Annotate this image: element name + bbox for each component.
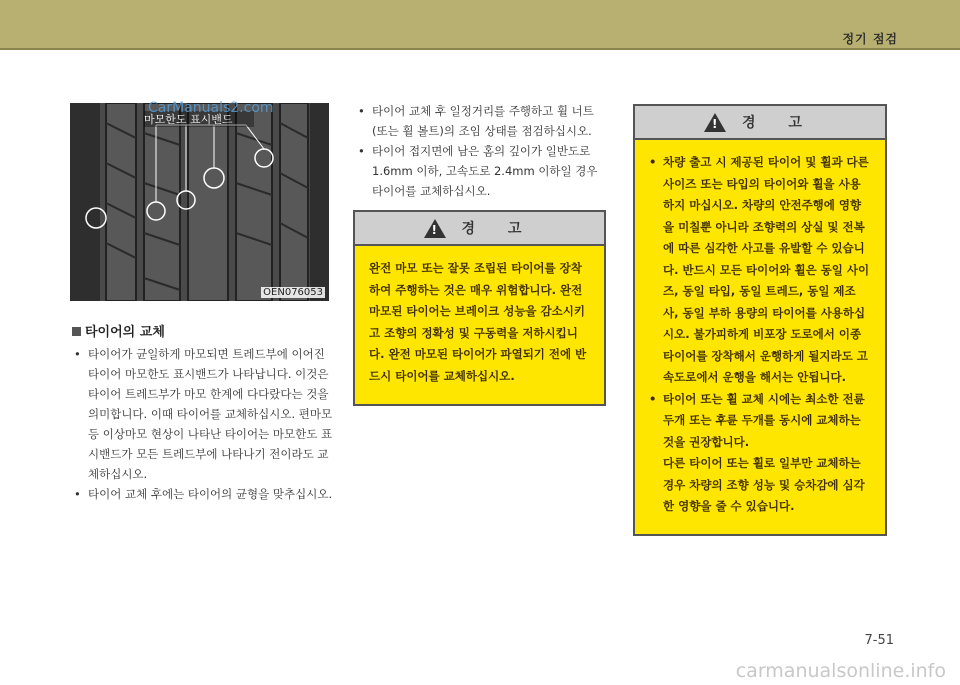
section-title: 정기 점검 — [842, 32, 898, 46]
warning-title: 경 고 — [461, 221, 536, 237]
warning-text: 완전 마모 또는 잘못 조립된 타이어를 장착하여 주행하는 것은 매우 위험합니다. 완전 마모된 타이어는 브레이크 성능을 감소시키고 조향의 정확성 및 구동력을 저하시킵니다. 완전 마모된 타이어가 파열되기 전에 반드시 타이어를 교체하십시오. — [369, 261, 587, 383]
warning-extra-text: 다른 타이어 또는 휠로 일부만 교체하는 경우 차량의 조향 성능 및 승차감에 심각한 영향을 줄 수 있습니다. — [663, 456, 865, 513]
header-divider — [0, 48, 960, 50]
wear-indicator-caption: 마모한도 표시밴드 — [144, 111, 254, 127]
image-code: OEN076053 — [263, 287, 323, 298]
warning-header — [355, 212, 604, 246]
section-heading — [72, 321, 165, 340]
warning-title: 경 고 — [742, 115, 816, 131]
heading-text: 타이어의 교체 — [85, 325, 165, 340]
warning-header — [635, 106, 885, 140]
warning-body — [635, 140, 885, 530]
list-item: • 차량 출고 시 제공된 타이어 및 휠과 다른 사이즈 또는 타입의 타이어와 휠을 사용하지 마십시오. 차량의 안전주행에 영향을 미칠뿐 아니라 조향력의 상실 및 전복에 따른 심각한 사고를 유발할 수 있습니다. 반드시 모든 타이어와 휠은 동일 사이즈, 동일 타입, 동일 트레드, 동일 제조사, 동일 부하 용량의 타이어를 사용하십시오. 불가피하게 비포장 도로에서 이종 타이어를 장착해서 운행하게 될지라도 고속도로에서 운행을 해서는 안됩니다. — [649, 152, 871, 389]
list-item: • 타이어 접지면에 남은 홈의 깊이가 일반도로 1.6mm 이하, 고속도로 2.4mm 이하일 경우 타이어를 교체하십시오. — [356, 141, 606, 201]
warning-triangle-icon: ! — [704, 113, 726, 132]
square-bullet-icon — [72, 327, 81, 336]
page-number: 7-51 — [864, 633, 894, 648]
list-item: • 타이어가 균일하게 마모되면 트레드부에 이어진 타이어 마모한도 표시밴드가 나타납니다. 이것은 타이어 트레드부가 마모 한계에 다다랐다는 것을 의미합니다. 이때 타이어를 교체하십시오. 편마모등 이상마모 현상이 나타난 타이어는 마모한도 표시밴드가 모든 트레드부에 나타나기 전이라도 교체하십시오. — [72, 344, 334, 484]
list-item: • 타이어 교체 후에는 타이어의 균형을 맞추십시오. — [72, 484, 334, 504]
tire-tread-image — [70, 103, 329, 301]
warning-list — [649, 152, 871, 453]
warning-box-right — [633, 104, 887, 536]
left-bullet-list — [72, 344, 334, 504]
header-bar — [0, 0, 960, 48]
list-item: • 타이어 교체 후 일정거리를 주행하고 휠 너트(또는 휠 볼트)의 조임 상태를 점검하십시오. — [356, 101, 606, 141]
footer-watermark: carmanualsonline.info — [735, 660, 946, 682]
tire-photo — [70, 103, 329, 301]
warning-triangle-icon: ! — [424, 219, 446, 238]
watermark-top: CarManuals2.com — [148, 100, 274, 116]
warning-box-middle — [353, 210, 606, 406]
list-item: • 타이어 또는 휠 교체 시에는 최소한 전륜 두개 또는 후륜 두개를 동시에 교체하는 것을 권장합니다. — [649, 389, 871, 454]
middle-bullet-list — [356, 101, 606, 201]
